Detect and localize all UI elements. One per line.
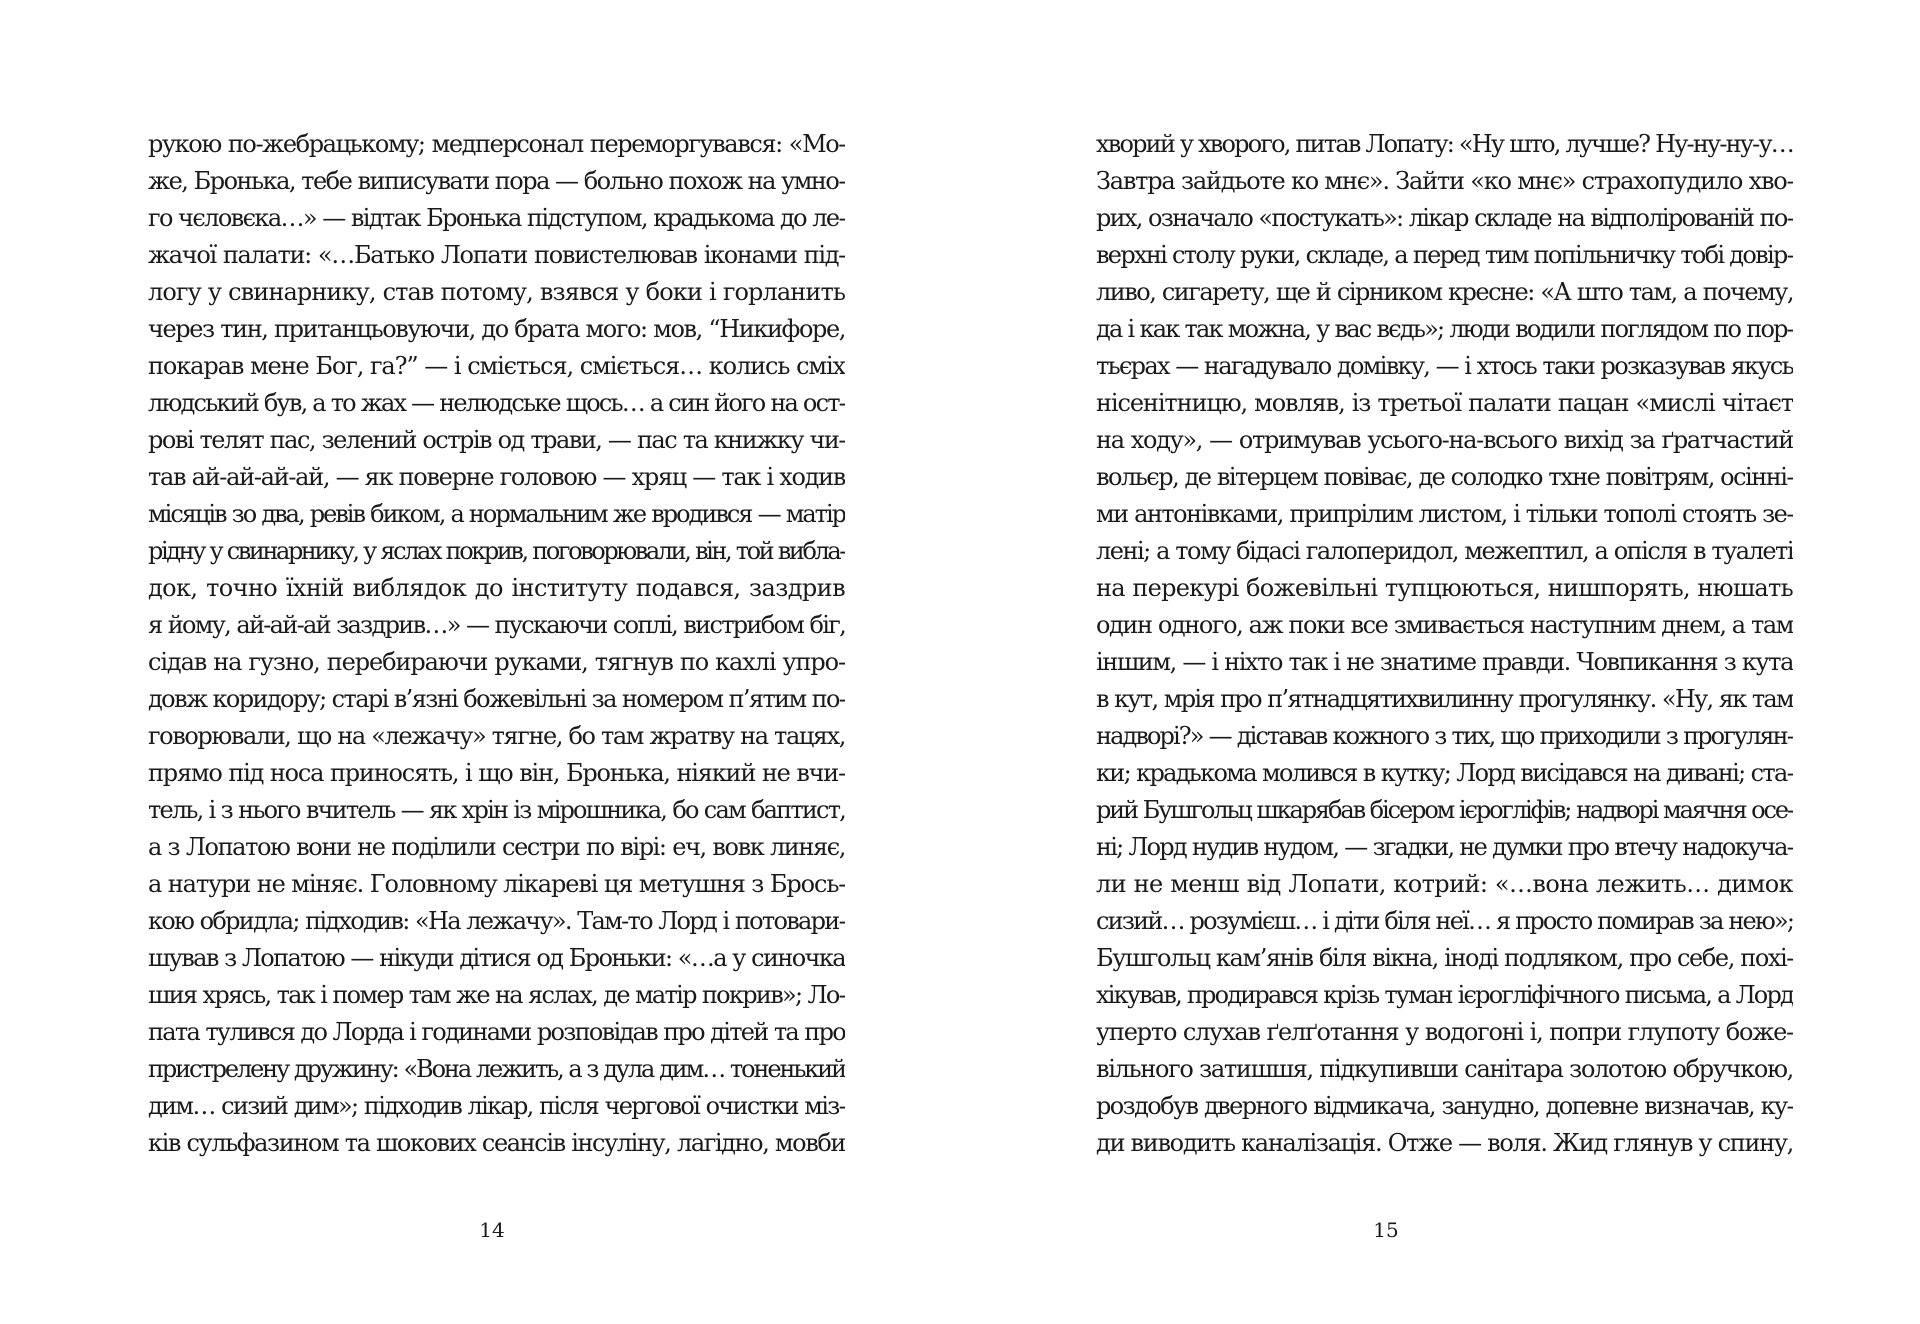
text-line: док, точно їхній виблядок до інституту подався, заздрив [148,574,845,602]
text-line: рідну у свинарнику, у яслах покрив, поговорювали, він, той вибла- [148,537,845,565]
text-line: сизий… розумієш… і діти біля неї… я просто помирав за нею»; [1096,907,1793,935]
text-line: тель, і з нього вчитель — як хрін із мірошника, бо сам баптист, [148,796,845,824]
text-line: довж коридору; старі в’язні божевільні за номером п’ятим по- [148,685,845,713]
text-line: вольєр, де вітерцем повіває, де солодко тхне повітрям, осінні- [1096,463,1793,491]
text-line: шия хрясь, так і помер там же на яслах, де матір покрив»; Ло- [148,981,845,1009]
text-line: да і как так можна, у вас вєдь»; люди водили поглядом по пор- [1096,315,1793,343]
text-line: хікував, продирався крізь туман ієрогліфічного письма, а Лорд [1096,981,1793,1009]
text-line: іншим, — і ніхто так і не знатиме правди. Човпикання з кута [1096,648,1793,676]
text-line: уперто слухав ґелґотання у водогоні і, попри глупоту боже- [1096,1018,1793,1046]
text-line: через тин, пританцьовуючи, до брата мого: мов, “Никифоре, [148,315,845,343]
text-line: ми антонівками, припрілим листом, і тільки тополі стоять зе- [1096,500,1793,528]
text-line: а натури не міняє. Головному лікареві ця метушня з Брось- [148,870,845,898]
text-line: сідав на гузно, перебираючи руками, тягнув по кахлі упро- [148,648,845,676]
text-line: го чєловєка…» — відтак Бронька підступом, крадькома до ле- [148,204,845,232]
text-line: рукою по-жебрацькому; медперсонал переморгувався: «Мо- [148,130,845,158]
right-page [960,0,1920,1324]
text-line: дим… сизий дим»; підходив лікар, після чергової очистки міз- [148,1092,845,1120]
text-line: пристрелену дружину: «Вона лежить, а з дула дим… тоненький [148,1055,845,1083]
text-line: ди виводить каналізація. Отже — воля. Жид глянув у спину, [1096,1129,1793,1157]
text-line: рих, означало «постукать»: лікар складе на відполірованій по- [1096,204,1793,232]
text-line: а з Лопатою вони не поділили сестри по вірі: еч, вовк линяє, [148,833,845,861]
text-line: говорювали, що на «лежачу» тягне, бо там жратву на тацях, [148,722,845,750]
text-line: верхні столу руки, складе, а перед тим попільничку тобі довір- [1096,241,1793,269]
text-line: жачої палати: «…Батько Лопати повистелював іконами під- [148,241,845,269]
text-line: Бушгольц кам’янів біля вікна, іноді подляком, про себе, похі- [1096,944,1793,972]
text-line: місяців зо два, ревів биком, а нормальним же вродився — матір [148,500,845,528]
text-line: прямо під носа приносять, і що він, Бронька, ніякий не вчи- [148,759,845,787]
text-line: ні; Лорд нудив нудом, — згадки, не думки про втечу надокуча- [1096,833,1793,861]
text-line: я йому, ай-ай-ай заздрив…» — пускаючи соплі, вистрибом біг, [148,611,845,639]
text-line: на ходу», — отримував усього-на-всього вихід за ґратчастий [1096,426,1793,454]
text-line: ливо, сигарету, ще й сірником кресне: «А што там, а почему, [1096,278,1793,306]
text-line: вільного затишшя, підкупивши санітара золотою обручкою, [1096,1055,1793,1083]
text-line: хворий у хворого, питав Лопату: «Ну што, лучше? Ну-ну-ну-у… [1096,130,1793,158]
text-line: людський був, а то жах — нелюдське щось… а син його на ост- [148,389,845,417]
text-line: рий Бушгольц шкарябав бісером ієрогліфів; надворі маячня осе- [1096,796,1793,824]
text-line: логу у свинарнику, став потому, взявся у боки і горланить [148,278,845,306]
text-line: кою обридла; підходив: «На лежачу». Там-то Лорд і потовари- [148,907,845,935]
text-line: тьєрах — нагадувало домівку, — і хтось таки розказував якусь [1096,352,1793,380]
page-number: 15 [1373,1218,1399,1242]
text-line: на перекурі божевільні тупцюються, нишпорять, нюшать [1096,574,1793,602]
text-line: ків сульфазином та шокових сеансів інсуліну, лагідно, мовби [148,1129,845,1157]
text-line: пата тулився до Лорда і годинами розповідав про дітей та про [148,1018,845,1046]
page-number: 14 [479,1218,505,1242]
right-page-body [1096,126,1793,1162]
text-line: лені; а тому бідасі галоперидол, межептил, а опісля в туалеті [1096,537,1793,565]
text-line: тав ай-ай-ай-ай, — як поверне головою — хряц — так і ходив [148,463,845,491]
text-line: нісенітницю, мовляв, із третьої палати пацан «мислі чітаєт [1096,389,1793,417]
text-line: роздобув дверного відмикача, занудно, допевне визначав, ку- [1096,1092,1793,1120]
text-line: ли не менш від Лопати, котрий: «…вона лежить… димок [1096,870,1793,898]
text-line: же, Бронька, тебе виписувати пора — больно похож на умно- [148,167,845,195]
text-line: надворі?» — діставав кожного з тих, що приходили з прогулян- [1096,722,1793,750]
text-line: один одного, аж поки все змивається наступним днем, а там [1096,611,1793,639]
text-line: рові телят пас, зелений острів од трави, — пас та книжку чи- [148,426,845,454]
text-line: ки; крадькома молився в кутку; Лорд висідався на дивані; ста- [1096,759,1793,787]
text-line: в кут, мрія про п’ятнадцятихвилинну прогулянку. «Ну, як там [1096,685,1793,713]
left-page-body [148,126,845,1162]
text-line: шував з Лопатою — нікуди дітися од Броньки: «…а у синочка [148,944,845,972]
text-line: покарав мене Бог, га?” — і сміється, сміється… колись сміх [148,352,845,380]
text-line: Завтра зайдьоте ко мнє». Зайти «ко мнє» страхопудило хво- [1096,167,1793,195]
